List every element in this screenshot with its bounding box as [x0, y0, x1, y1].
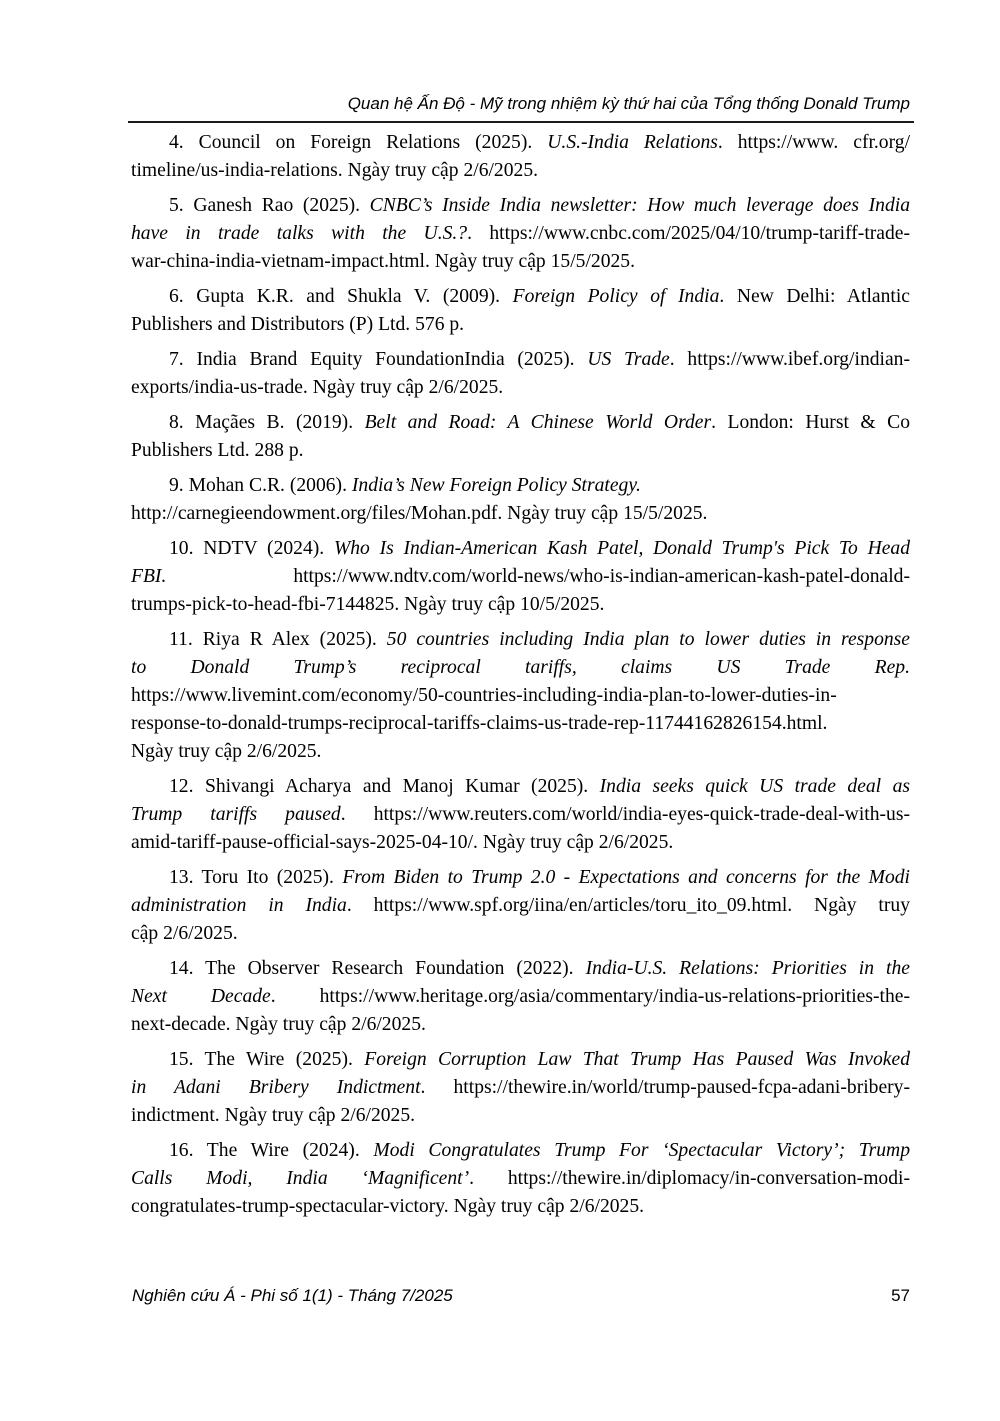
reference-text-segment: amid-tariff-pause-official-says-2025-04-10/. Ngày truy cập 2/6/2025. [131, 832, 674, 853]
reference-title-segment: India’s New Foreign Policy Strategy. [351, 475, 641, 496]
reference-line [131, 192, 910, 220]
reference-text-segment: war-china-india-vietnam-impact.html. Ngày truy cập 15/5/2025. [131, 251, 635, 272]
reference-line [131, 983, 910, 1011]
reference-line [131, 220, 910, 248]
reference-text-segment: https://www.livemint.com/economy/50-countries-including-india-plan-to-lower-duties-in- [131, 685, 837, 706]
reference-text-segment: exports/india-us-trade. Ngày truy cập 2/6/2025. [131, 377, 504, 398]
reference-title-segment: U.S.-India Relations [547, 132, 718, 153]
reference-text-segment: 13. Toru Ito (2025). [169, 867, 343, 888]
reference-line [131, 626, 910, 654]
reference-line [131, 801, 910, 829]
reference-title-segment: Foreign Policy of India [512, 286, 720, 307]
reference-text-segment: http://carnegieendowment.org/files/Mohan.pdf. Ngày truy cập 15/5/2025. [131, 503, 708, 524]
reference-line [131, 346, 910, 374]
reference-text-segment: 6. Gupta K.R. and Shukla V. (2009). [169, 286, 513, 307]
reference-line [131, 864, 910, 892]
reference-title-segment: India-U.S. Relations: Priorities in the [585, 958, 910, 979]
reference-text-segment: cập 2/6/2025. [131, 923, 238, 944]
reference-text-segment: 7. India Brand Equity FoundationIndia (2025). [169, 349, 588, 370]
reference-line [131, 1011, 910, 1039]
reference-text-segment: . New Delhi: Atlantic [719, 286, 910, 307]
reference-text-segment: . https://www.spf.org/iina/en/articles/toru_ito_09.html. Ngày truy [346, 895, 910, 916]
reference-title-segment: Belt and Road: A Chinese World Order [364, 412, 712, 433]
reference-text-segment: 9. Mohan C.R. (2006). [169, 475, 352, 496]
reference-item [131, 192, 910, 276]
reference-line [131, 829, 910, 857]
reference-text-segment: 5. Ganesh Rao (2025). [169, 195, 370, 216]
reference-line [131, 738, 910, 766]
reference-title-segment: CNBC’s Inside India newsletter: How much leverage does India [369, 195, 910, 216]
reference-item [131, 626, 910, 766]
reference-text-segment: Publishers and Distributors (P) Ltd. 576 p. [131, 314, 465, 335]
reference-title-segment: India seeks quick US trade deal as [599, 776, 911, 797]
reference-text-segment: 8. Maçães B. (2019). [169, 412, 365, 433]
reference-line [131, 248, 910, 276]
reference-text-segment: . https://www.cnbc.com/2025/04/10/trump-tariff-trade- [467, 223, 911, 244]
reference-text-segment: indictment. Ngày truy cập 2/6/2025. [131, 1105, 416, 1126]
reference-text-segment: next-decade. Ngày truy cập 2/6/2025. [131, 1014, 426, 1035]
reference-text-segment: 10. NDTV (2024). [169, 538, 334, 559]
reference-text-segment: trumps-pick-to-head-fbi-7144825. Ngày truy cập 10/5/2025. [131, 594, 605, 615]
reference-text-segment: 4. Council on Foreign Relations (2025). [169, 132, 548, 153]
footer-journal-info: Nghiên cứu Á - Phi số 1(1) - Tháng 7/2025 [132, 1286, 453, 1305]
reference-title-segment: Calls Modi, India ‘Magnificent’ [131, 1168, 470, 1189]
reference-item [131, 283, 910, 339]
reference-line [131, 1046, 910, 1074]
reference-line [131, 157, 910, 185]
reference-item [131, 535, 910, 619]
reference-item [131, 864, 910, 948]
references-list [131, 129, 910, 1221]
reference-text-segment: . https://www. cfr.org/ [717, 132, 911, 153]
reference-title-segment: in Adani Bribery Indictment [131, 1077, 421, 1098]
reference-text-segment: . https://www.reuters.com/world/india-eyes-quick-trade-deal-with-us- [340, 804, 910, 825]
reference-item [131, 773, 910, 857]
reference-line [131, 654, 910, 682]
reference-title-segment: Next Decade [131, 986, 271, 1007]
reference-text-segment: . https://thewire.in/diplomacy/in-conversation-modi- [469, 1168, 910, 1189]
reference-title-segment: Who Is Indian-American Kash Patel, Donald Trump's Pick To Head [333, 538, 911, 559]
reference-text-segment: Ngày truy cập 2/6/2025. [131, 741, 322, 762]
reference-text-segment: . London: Hurst & Co [711, 412, 910, 433]
reference-title-segment: to Donald Trump’s reciprocal tariffs, claims US Trade Rep. [131, 657, 910, 678]
reference-title-segment: Modi Congratulates Trump For ‘Spectacular Victory’; Trump [373, 1140, 910, 1161]
reference-text-segment: . https://www.heritage.org/asia/commentary/india-us-relations-priorities-the- [270, 986, 910, 1007]
reference-item [131, 409, 910, 465]
reference-title-segment: Trump tariffs paused [131, 804, 341, 825]
reference-text-segment: 11. Riya R Alex (2025). [169, 629, 387, 650]
reference-title-segment: US Trade [587, 349, 670, 370]
reference-title-segment: 50 countries including India plan to lower duties in response [386, 629, 910, 650]
reference-item [131, 346, 910, 402]
reference-text-segment: 14. The Observer Research Foundation (2022). [169, 958, 586, 979]
reference-line [131, 773, 910, 801]
reference-text-segment: https://www.ndtv.com/world-news/who-is-indian-american-kash-patel-donald- [166, 566, 910, 587]
reference-text-segment: . https://www.ibef.org/indian- [669, 349, 911, 370]
reference-line [131, 1193, 910, 1221]
reference-line [131, 1165, 910, 1193]
reference-line [131, 955, 910, 983]
reference-item [131, 1137, 910, 1221]
reference-text-segment: congratulates-trump-spectacular-victory. Ngày truy cập 2/6/2025. [131, 1196, 645, 1217]
reference-text-segment: response-to-donald-trumps-reciprocal-tariffs-claims-us-trade-rep-11744162826154.html. [131, 713, 828, 734]
reference-text-segment: Publishers Ltd. 288 p. [131, 440, 304, 461]
reference-text-segment: 16. The Wire (2024). [169, 1140, 374, 1161]
reference-line [131, 283, 910, 311]
reference-line [131, 1074, 910, 1102]
reference-line [131, 682, 910, 710]
reference-text-segment: 15. The Wire (2025). [169, 1049, 365, 1070]
reference-line [131, 892, 910, 920]
reference-line [131, 374, 910, 402]
reference-item [131, 129, 910, 185]
reference-item [131, 955, 910, 1039]
reference-item [131, 472, 910, 528]
reference-line [131, 311, 910, 339]
reference-text-segment: . https://thewire.in/world/trump-paused-fcpa-adani-bribery- [420, 1077, 911, 1098]
reference-line [131, 920, 910, 948]
reference-line [131, 1102, 910, 1130]
reference-line [131, 437, 910, 465]
running-header-title: Quan hệ Ấn Độ - Mỹ trong nhiệm kỳ thứ hai của Tổng thống Donald Trump [347, 94, 910, 113]
reference-title-segment: Foreign Corruption Law That Trump Has Paused Was Invoked [364, 1049, 910, 1070]
reference-text-segment: 12. Shivangi Acharya and Manoj Kumar (2025). [169, 776, 600, 797]
header-rule [128, 121, 914, 123]
reference-text-segment: timeline/us-india-relations. Ngày truy cập 2/6/2025. [131, 160, 539, 181]
reference-line [131, 129, 910, 157]
reference-line [131, 472, 910, 500]
reference-line [131, 409, 910, 437]
reference-title-segment: From Biden to Trump 2.0 - Expectations and concerns for the Modi [342, 867, 911, 888]
reference-line [131, 563, 910, 591]
footer-page-number: 57 [891, 1286, 910, 1305]
reference-line [131, 500, 910, 528]
reference-line [131, 710, 910, 738]
reference-title-segment: have in trade talks with the U.S.? [131, 223, 468, 244]
reference-title-segment: FBI. [131, 566, 167, 587]
reference-line [131, 535, 910, 563]
reference-line [131, 1137, 910, 1165]
reference-title-segment: administration in India [131, 895, 347, 916]
reference-line [131, 591, 910, 619]
reference-item [131, 1046, 910, 1130]
